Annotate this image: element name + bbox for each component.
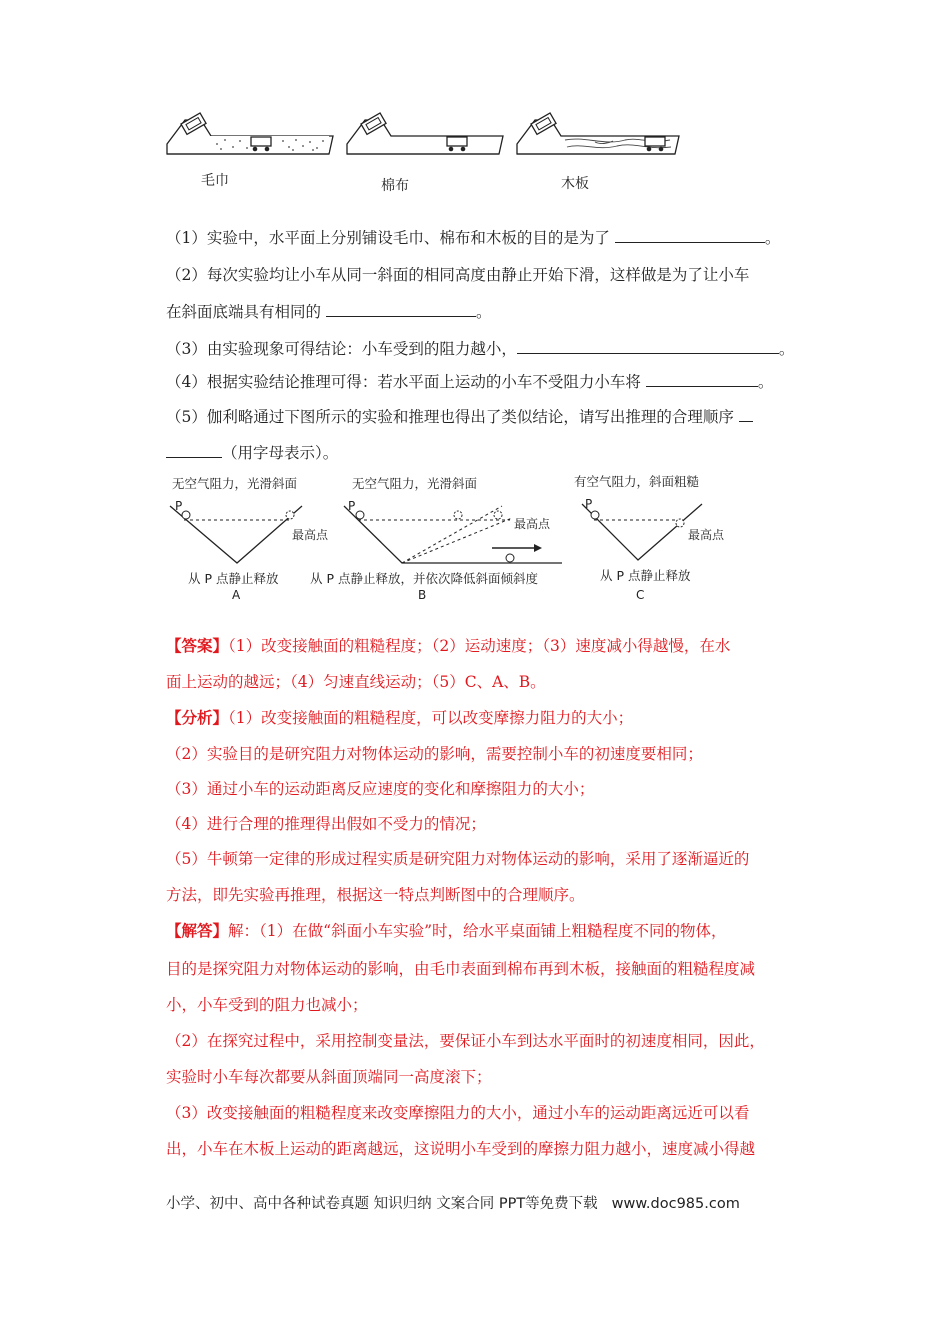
cotton-label: 棉布 [381,178,409,194]
panel-a-letter: A [232,588,241,602]
panel-a-title: 无空气阻力，光滑斜面 [172,476,298,491]
solution-line-6: （3）改变接触面的粗糙程度来改变摩擦阻力的大小，通过小车的运动距离远近可以看 [166,1104,750,1122]
wood-panel [517,113,679,192]
question-2-line-1: （2）每次实验均让小车从同一斜面的相同高度由静止开始下滑，这样做是为了让小车 [166,266,750,284]
answer-line-1: 【答案】（1）改变接触面的粗糙程度；（2）运动速度；（3）速度减小得越慢，在水 [166,636,731,655]
solution-line-7: 出，小车在木板上运动的距离越远，这说明小车受到的摩擦力阻力越小，速度减小得越 [166,1140,756,1158]
footer-url[interactable]: www.doc985.com [611,1196,740,1212]
cotton-panel [347,113,503,194]
question-5-line-2: （用字母表示）。 [166,443,338,463]
question-3: （3）由实验现象可得结论：小车受到的阻力越小， 。 [166,340,795,358]
question-1: （1）实验中，水平面上分别铺设毛巾、棉布和木板的目的是为了 。 [166,229,781,247]
answer-blank[interactable] [326,302,476,317]
answer-blank[interactable] [739,407,753,422]
answer-tag: 【答案】 [166,636,229,655]
question-2-line-2: 在斜面底端具有相同的 。 [166,303,492,321]
solution-tag: 【解答】 [166,921,229,940]
panel-c-title: 有空气阻力，斜面粗糙 [574,474,700,489]
highest-point-label: 最高点 [688,528,725,542]
analysis-line-3: （3）通过小车的运动距离反应速度的变化和摩擦阻力的大小； [166,780,595,798]
solution-line-5: 实验时小车每次都要从斜面顶端同一高度滚下； [166,1068,492,1086]
panel-c [574,474,725,602]
panel-a-caption: 从 P 点静止释放 [188,571,279,586]
highest-point-label: 最高点 [292,528,329,542]
answer-blank[interactable] [517,339,779,354]
panel-b [310,476,562,602]
point-p-label: P [585,497,593,511]
panel-b-letter: B [418,588,427,602]
panel-b-title: 无空气阻力，光滑斜面 [352,476,478,491]
solution-line-4: （2）在探究过程中，采用控制变量法，要保证小车到达水平面时的初速度相同，因此， [166,1032,765,1050]
analysis-line-5: （5）牛顿第一定律的形成过程实质是研究阻力对物体运动的影响，采用了逐渐逼近的 [166,850,750,868]
point-p-label: P [348,499,356,513]
panel-c-caption: 从 P 点静止释放 [600,568,691,583]
galileo-experiment-figure [162,468,802,608]
question-4: （4）根据实验结论推理可得：若水平面上运动的小车不受阻力小车将 。 [166,373,774,391]
panel-a [170,476,329,602]
answer-blank[interactable] [646,372,758,387]
footer-text: 小学、初中、高中各种试卷真题 知识归纳 文案合同 PPT等免费下载 [166,1196,598,1212]
analysis-line-4: （4）进行合理的推理得出假如不受力的情况； [166,815,486,833]
page-footer [166,1192,740,1213]
answer-blank[interactable] [615,228,765,243]
panel-c-letter: C [636,588,645,602]
analysis-line-1: 【分析】（1）改变接触面的粗糙程度，可以改变摩擦力阻力的大小； [166,708,634,727]
point-p-label: P [175,499,183,513]
ramp-experiment-figure [165,110,695,200]
solution-line-1: 【解答】解：（1）在做“斜面小车实验”时，给水平桌面铺上粗糙程度不同的物体， [166,921,727,940]
analysis-line-6: 方法，即先实验再推理，根据这一特点判断图中的合理顺序。 [166,886,585,904]
answer-line-2: 面上运动的越远；（4）匀速直线运动；（5）C、A、B。 [166,673,546,691]
analysis-tag: 【分析】 [166,708,229,727]
question-5-line-1: （5）伽利略通过下图所示的实验和推理也得出了类似结论，请写出推理的合理顺序 [166,407,753,427]
wood-label: 木板 [561,176,589,192]
towel-panel [167,113,333,189]
towel-label: 毛巾 [201,173,229,189]
answer-blank[interactable] [166,443,222,458]
solution-line-3: 小，小车受到的阻力也减小； [166,996,368,1014]
panel-b-caption: 从 P 点静止释放，并依次降低斜面倾斜度 [310,571,538,586]
solution-line-2: 目的是探究阻力对物体运动的影响，由毛巾表面到棉布再到木板，接触面的粗糙程度减 [166,960,756,978]
highest-point-label: 最高点 [514,517,551,531]
analysis-line-2: （2）实验目的是研究阻力对物体运动的影响，需要控制小车的初速度要相同； [166,745,703,763]
